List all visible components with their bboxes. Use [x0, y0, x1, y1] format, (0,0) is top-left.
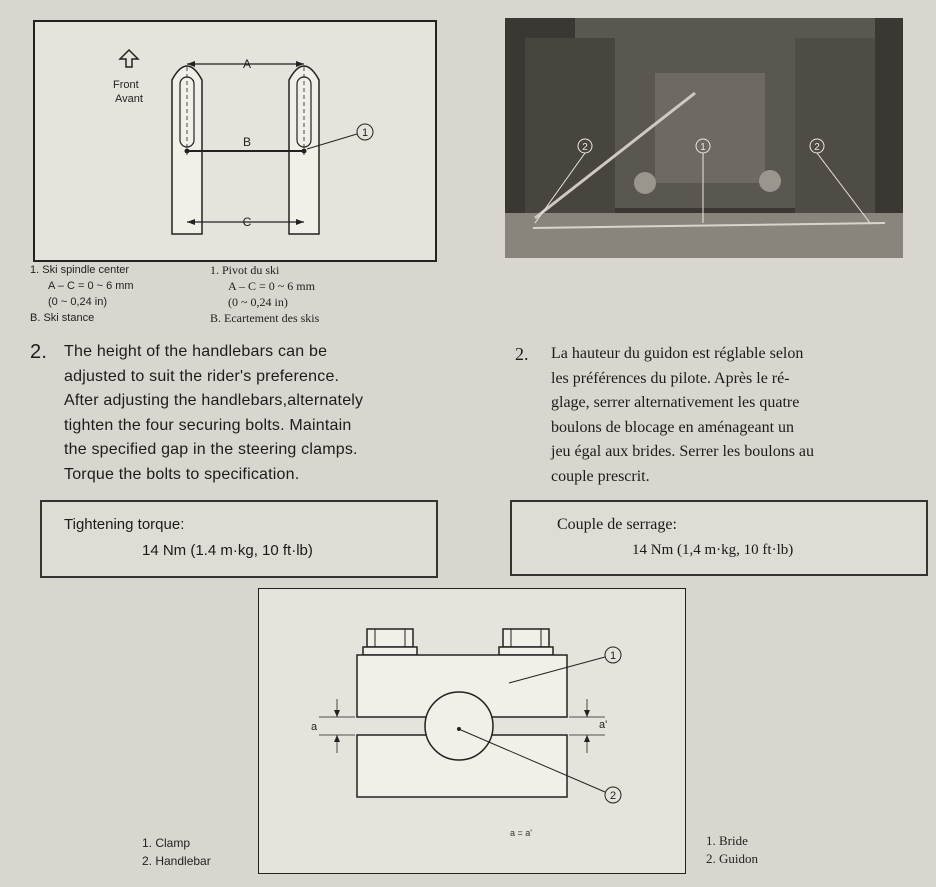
- caption-item-b: B. Ski stance: [30, 312, 95, 324]
- svg-text:A: A: [242, 57, 252, 71]
- svg-text:a: a: [311, 721, 318, 733]
- bolt-left: [363, 629, 417, 655]
- photo-callout-1: 1: [700, 142, 706, 153]
- para-line: Torque the bolts to specification.: [64, 465, 300, 483]
- torque-label: Couple de serrage:: [557, 516, 677, 533]
- clamp-gap-figure: [258, 588, 686, 874]
- svg-text:1: 1: [361, 127, 369, 139]
- front-label-fr: Avant: [115, 93, 143, 105]
- torque-value: 14 Nm (1,4 m·kg, 10 ft·lb): [632, 542, 794, 558]
- caption-range: (0 ~ 0,24 in): [228, 295, 288, 309]
- legend-item-bride: 1. Bride: [706, 833, 748, 848]
- handlebar-clamp-photo: [505, 18, 903, 258]
- caption-item-1: 1. Ski spindle center: [30, 264, 130, 276]
- para-line: jeu égal aux brides. Serrer les boulons au: [551, 443, 815, 460]
- svg-text:2: 2: [609, 790, 617, 802]
- dimension-a: [187, 57, 304, 71]
- svg-text:1: 1: [609, 650, 617, 662]
- step-number: 2.: [30, 341, 48, 363]
- svg-text:C: C: [242, 215, 252, 229]
- fig2-legend-en: [142, 834, 211, 870]
- para-line: tighten the four securing bolts. Maintain: [64, 416, 352, 434]
- para-line: glage, serrer alternativement les quatre: [551, 394, 800, 411]
- caption-formula: A – C = 0 ~ 6 mm: [48, 280, 134, 292]
- ski-alignment-figure: [33, 20, 437, 262]
- caption-range: (0 ~ 0,24 in): [48, 296, 108, 308]
- photo-illustration: [505, 18, 903, 258]
- para-line: La hauteur du guidon est réglable selon: [551, 345, 804, 362]
- equation: a = a': [510, 828, 532, 838]
- para-line: les préférences du pilote. Après le ré-: [551, 369, 790, 387]
- legend-item-handlebar: 2. Handlebar: [142, 854, 211, 868]
- dimension-c: [187, 215, 304, 229]
- torque-label: Tightening torque:: [64, 516, 185, 533]
- fig2-legend-fr: [706, 832, 758, 868]
- para-line: the specified gap in the steering clamps.: [64, 441, 358, 458]
- para-line: couple prescrit.: [551, 467, 650, 485]
- clamp-gap-diagram: [259, 589, 685, 873]
- para-line: After adjusting the handlebars,alternately: [64, 392, 364, 409]
- front-arrow-icon: [120, 50, 138, 67]
- step2-text-en: [30, 340, 450, 487]
- legend-item-clamp: 1. Clamp: [142, 836, 191, 850]
- legend-item-guidon: 2. Guidon: [706, 851, 758, 866]
- photo-callout-2-right: 2: [814, 142, 820, 153]
- photo-callout-2-left: 2: [582, 142, 588, 153]
- bolt-right: [499, 629, 553, 655]
- step-number: 2.: [515, 344, 529, 364]
- svg-text:B: B: [242, 135, 252, 149]
- handlebar-section: [425, 692, 493, 760]
- para-line: The height of the handlebars can be: [64, 343, 328, 360]
- gap-a-dimension: [311, 699, 355, 753]
- step2-text-fr: [515, 342, 930, 489]
- caption-formula: A – C = 0 ~ 6 mm: [228, 279, 315, 293]
- fig1-caption-en: [30, 262, 205, 326]
- torque-spec-box-fr: [510, 500, 928, 576]
- torque-spec-box-en: [40, 500, 438, 578]
- torque-value: 14 Nm (1.4 m·kg, 10 ft·lb): [142, 542, 313, 559]
- fig1-caption-fr: [210, 262, 410, 326]
- caption-item-b: B. Ecartement des skis: [210, 311, 320, 325]
- caption-item-1: 1. Pivot du ski: [210, 263, 280, 277]
- svg-text:a': a': [599, 719, 608, 731]
- dimension-b: [185, 135, 307, 154]
- para-line: boulons de blocage en aménageant un: [551, 418, 795, 436]
- ski-alignment-diagram: [35, 22, 435, 260]
- front-label-en: Front: [113, 79, 139, 91]
- gap-a-prime-dimension: [569, 699, 607, 753]
- para-line: adjusted to suit the rider's preference.: [64, 367, 340, 385]
